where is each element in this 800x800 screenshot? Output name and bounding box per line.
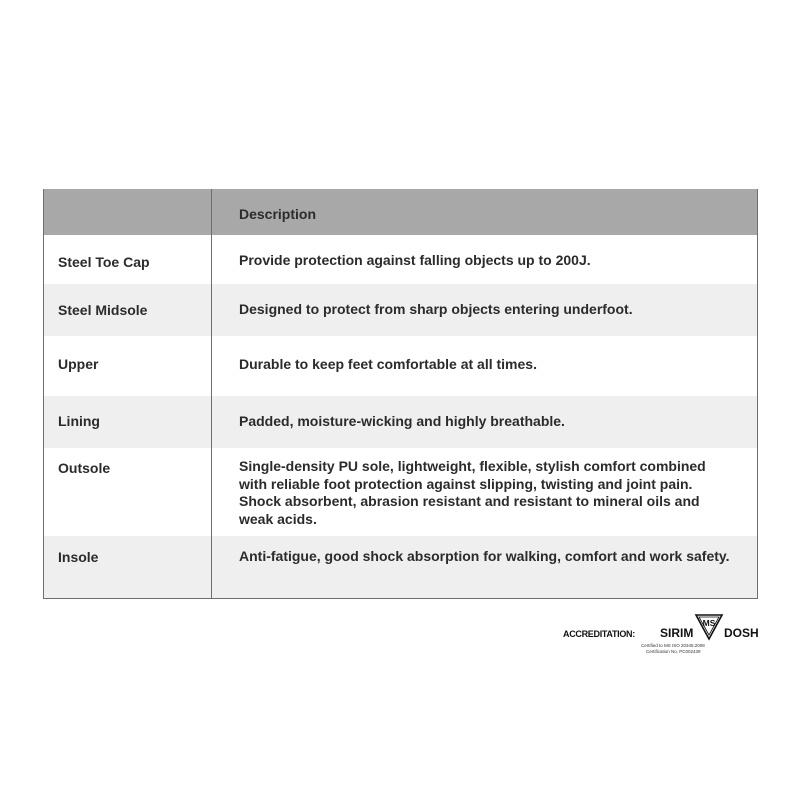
row-name: Steel Toe Cap — [58, 254, 150, 270]
certification-number: Certification No. PC002439 — [646, 649, 701, 654]
table-header — [44, 189, 757, 235]
table-row — [44, 396, 757, 448]
table-row — [44, 235, 757, 284]
table-row — [44, 284, 757, 336]
row-name: Upper — [58, 356, 99, 372]
certification-standard: Certified to MS ISO 20345:2008 — [641, 643, 705, 648]
sirim-label: SIRIM — [660, 626, 694, 640]
table-row — [44, 536, 757, 598]
ms-certification-icon — [694, 612, 724, 642]
row-description: Provide protection against falling objects up to 200J. — [239, 252, 591, 268]
row-name: Outsole — [58, 460, 111, 476]
header-description: Description — [239, 206, 317, 222]
row-name: Lining — [58, 413, 100, 429]
row-description: Anti-fatigue, good shock absorption for walking, comfort and work safety. — [239, 548, 730, 564]
ms-logo-text: MS — [702, 618, 716, 628]
row-description: Designed to protect from sharp objects entering underfoot. — [239, 301, 633, 317]
dosh-label: DOSH — [724, 626, 759, 640]
accreditation-label: ACCREDITATION: — [563, 629, 635, 639]
row-description: Single-density PU sole, lightweight, flexible, stylish comfort combined with reliable foot protection against slipping, twisting and joint pain. Shock absorbent, abrasion resistant and resistant to mineral oils and weak acids. — [239, 458, 706, 527]
row-name: Insole — [58, 549, 99, 565]
table-row — [44, 336, 757, 396]
table-row — [44, 448, 757, 536]
row-name: Steel Midsole — [58, 302, 148, 318]
row-description: Padded, moisture-wicking and highly breathable. — [239, 413, 565, 429]
specification-table — [43, 189, 758, 599]
column-divider — [211, 189, 212, 598]
row-description: Durable to keep feet comfortable at all times. — [239, 356, 537, 372]
